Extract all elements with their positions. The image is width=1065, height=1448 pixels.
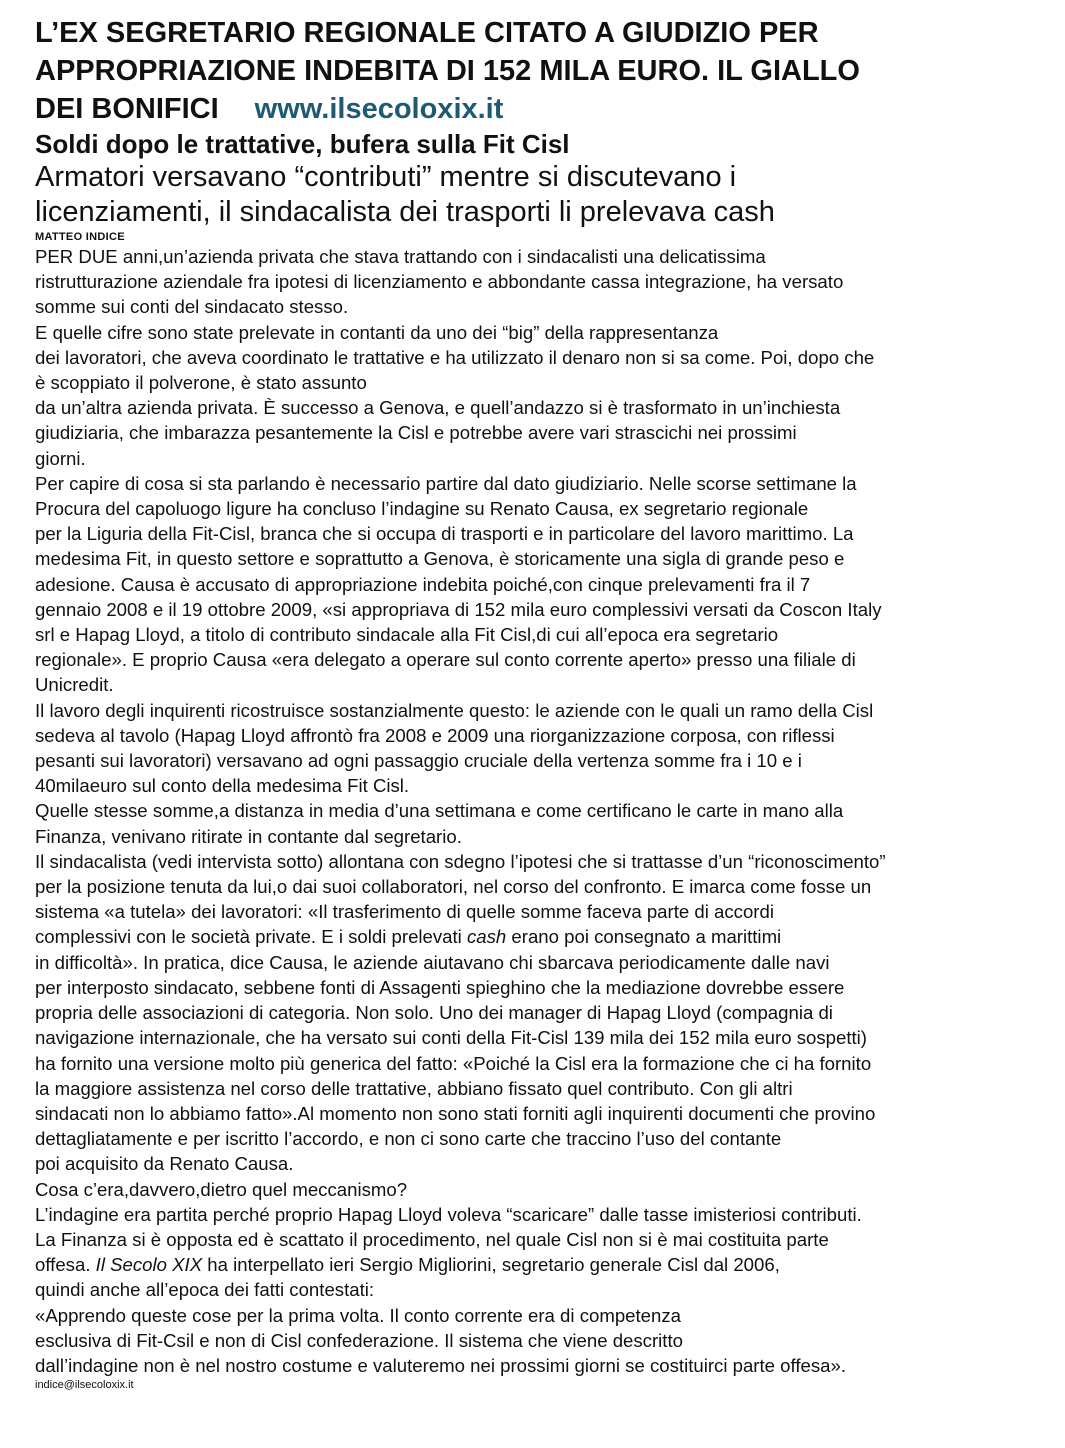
- body-line: Procura del capoluogo ligure ha concluso l’indagine su Renato Causa, ex segretario regionale: [35, 498, 809, 520]
- article-subhead: [35, 160, 1045, 230]
- body-line: «Apprendo queste cose per la prima volta. Il conto corrente era di competenza: [35, 1304, 681, 1326]
- author-byline: MATTEO INDICE: [35, 231, 125, 243]
- kicker-line-text: DEI BONIFICI: [35, 93, 219, 125]
- body-line: complessivi con le società private. E i soldi prelevati cash erano poi consegnato a marittimi: [35, 926, 782, 948]
- website-link[interactable]: www.ilsecoloxix.it: [254, 93, 504, 125]
- body-line: sedeva al tavolo (Hapag Lloyd affrontò fra 2008 e 2009 una riorganizzazione corposa, con riflessi: [35, 724, 835, 746]
- body-line: esclusiva di Fit-Csil e non di Cisl confederazione. Il sistema che viene descritto: [35, 1329, 683, 1351]
- body-line: La Finanza si è opposta ed è scattato il procedimento, nel quale Cisl non si è mai costituita parte: [35, 1228, 829, 1250]
- body-line: quindi anche all’epoca dei fatti contestati:: [35, 1279, 375, 1301]
- body-line: Il sindacalista (vedi intervista sotto) allontana con sdegno l’ipotesi che si trattasse d’un “riconoscimento”: [35, 850, 886, 872]
- kicker-line: APPROPRIAZIONE INDEBITA DI 152 MILA EURO. IL GIALLO: [35, 55, 860, 87]
- body-line: poi acquisito da Renato Causa.: [35, 1153, 294, 1175]
- body-line: srl e Hapag Lloyd, a titolo di contributo sindacale alla Fit Cisl,di cui all’epoca era segretario: [35, 624, 779, 646]
- body-line: da un’altra azienda privata. È successo a Genova, e quell’andazzo si è trasformato in un’inchiesta: [35, 397, 841, 419]
- body-line: PER DUE anni,un’azienda privata che stava trattando con i sindacalisti una delicatissima: [35, 246, 766, 267]
- body-line: dall’indagine non è nel nostro costume e valuteremo nei prossimi giorni se costituirci parte offesa».: [35, 1354, 846, 1376]
- body-line: somme sui conti del sindacato stesso.: [35, 296, 349, 318]
- body-line: Quelle stesse somme,a distanza in media d’una settimana e come certificano le carte in mano alla: [35, 800, 844, 822]
- body-line: Finanza, venivano ritirate in contante dal segretario.: [35, 825, 462, 847]
- body-line: gennaio 2008 e il 19 ottobre 2009, «si appropriava di 152 mila euro complessivi versati da Coscon Italy: [35, 598, 882, 620]
- body-line: regionale». E proprio Causa «era delegato a operare sul conto corrente aperto» presso una filiale di: [35, 649, 856, 671]
- body-line: Per capire di cosa si sta parlando è necessario partire dal dato giudiziario. Nelle scorse settimane la: [35, 472, 857, 494]
- body-line: Cosa c’era,davvero,dietro quel meccanismo?: [35, 1178, 408, 1200]
- subhead-line: licenziamenti, il sindacalista dei trasporti li prelevava cash: [35, 196, 775, 228]
- kicker-line: L’EX SEGRETARIO REGIONALE CITATO A GIUDIZIO PER: [35, 17, 819, 49]
- body-line: dettagliatamente e per iscritto l’accordo, e non ci sono carte che traccino l’uso del contante: [35, 1128, 782, 1150]
- kicker-line-last: [35, 90, 1045, 128]
- body-line: ristrutturazione aziendale fra ipotesi di licenziamento e abbondante cassa integrazione, ha versato: [35, 271, 844, 293]
- body-line: L’indagine era partita perché proprio Hapag Lloyd voleva “scaricare” dalle tasse imisteriosi contributi.: [35, 1203, 862, 1225]
- body-line: Unicredit.: [35, 674, 114, 696]
- body-line: per la posizione tenuta da lui,o dai suoi collaboratori, nel corso del confronto. E imarca come fosse un: [35, 876, 872, 898]
- italic-text: cash: [466, 926, 507, 948]
- body-line: medesima Fit, in questo settore e soprattutto a Genova, è storicamente una sigla di grande peso e: [35, 548, 845, 570]
- subhead-line: Armatori versavano “contributi” mentre si discutevano i: [35, 161, 737, 193]
- body-line: giorni.: [35, 447, 86, 469]
- body-line: adesione. Causa è accusato di appropriazione indebita poiché,con cinque prelevamenti fra il 7: [35, 573, 811, 595]
- article-body: [35, 244, 1045, 1378]
- body-line: ha fornito una versione molto più generica del fatto: «Poiché la Cisl era la formazione che ci ha fornito: [35, 1052, 872, 1074]
- article-headline: Soldi dopo le trattative, bufera sulla Fit Cisl: [35, 129, 570, 159]
- italic-text: Il Secolo XIX: [95, 1254, 203, 1276]
- body-line: 40milaeuro sul conto della medesima Fit Cisl.: [35, 775, 410, 797]
- body-line: giudiziaria, che imbarazza pesantemente la Cisl e potrebbe avere vari strascichi nei prossimi: [35, 422, 797, 444]
- body-line: la maggiore assistenza nel corso delle trattative, abbiano fissato quel contributo. Con gli altri: [35, 1077, 793, 1099]
- body-line: navigazione internazionale, che ha versato sui conti della Fit-Cisl 139 mila dei 152 mila euro sospetti): [35, 1027, 867, 1049]
- body-line: E quelle cifre sono state prelevate in contanti da uno dei “big” della rappresentanza: [35, 321, 719, 343]
- body-line: dei lavoratori, che aveva coordinato le trattative e ha utilizzato il denaro non si sa come. Poi, dopo che: [35, 346, 875, 368]
- body-line: propria delle associazioni di categoria. Non solo. Uno dei manager di Hapag Lloyd (compagnia di: [35, 1002, 833, 1024]
- body-line: pesanti sui lavoratori) versavano ad ogni passaggio cruciale della vertenza somme fra i 10 e i: [35, 750, 802, 772]
- author-email[interactable]: indice@ilsecoloxix.it: [35, 1379, 134, 1392]
- article-page: [35, 14, 1045, 1392]
- body-line: sindacati non lo abbiamo fatto».Al momento non sono stati forniti agli inquirenti documenti che provino: [35, 1102, 876, 1124]
- body-line: sistema «a tutela» dei lavoratori: «Il trasferimento di quelle somme faceva parte di accordi: [35, 901, 774, 923]
- body-line: per la Liguria della Fit-Cisl, branca che si occupa di trasporti e in particolare del lavoro marittimo. La: [35, 523, 854, 545]
- body-line: Il lavoro degli inquirenti ricostruisce sostanzialmente questo: le aziende con le quali un ramo della Cisl: [35, 699, 874, 721]
- body-line: offesa. Il Secolo XIX ha interpellato ieri Sergio Migliorini, segretario generale Cisl dal 2006,: [35, 1254, 780, 1276]
- body-line: è scoppiato il polverone, è stato assunto: [35, 372, 367, 394]
- body-line: in difficoltà». In pratica, dice Causa, le aziende aiutavano chi sbarcava periodicamente dalle navi: [35, 951, 830, 973]
- body-line: per interposto sindacato, sebbene fonti di Assagenti spieghino che la mediazione dovrebbe essere: [35, 976, 845, 998]
- article-kicker: [35, 14, 1045, 128]
